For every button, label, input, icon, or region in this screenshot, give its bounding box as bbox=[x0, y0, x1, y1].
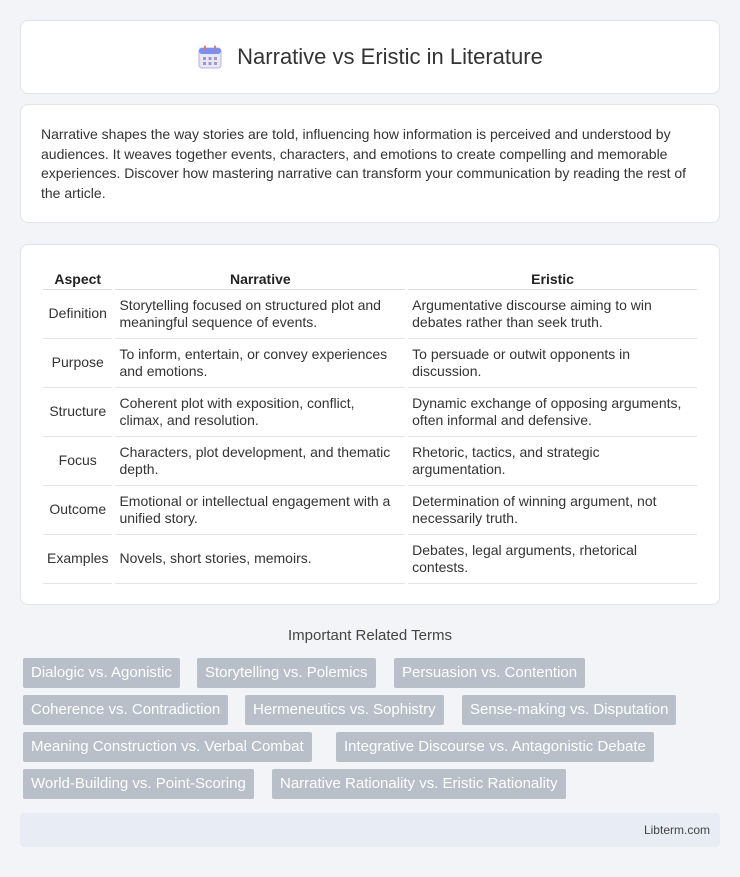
aspect-cell: Examples bbox=[43, 535, 112, 584]
calendar-icon bbox=[197, 44, 223, 70]
aspect-cell: Purpose bbox=[43, 339, 112, 388]
related-term-tag[interactable]: World-Building vs. Point-Scoring bbox=[23, 769, 254, 799]
related-terms-title: Important Related Terms bbox=[288, 627, 452, 644]
narrative-cell: Emotional or intellectual engagement with a unified story. bbox=[115, 486, 405, 535]
related-term-tag[interactable]: Dialogic vs. Agonistic bbox=[23, 658, 180, 688]
aspect-cell: Definition bbox=[43, 290, 112, 339]
header-narrative: Narrative bbox=[115, 265, 405, 290]
header-aspect: Aspect bbox=[43, 265, 112, 290]
table-row bbox=[43, 388, 697, 437]
narrative-cell: Storytelling focused on structured plot and meaningful sequence of events. bbox=[115, 290, 405, 339]
aspect-cell: Structure bbox=[43, 388, 112, 437]
comparison-table-card bbox=[20, 244, 720, 605]
eristic-cell: Debates, legal arguments, rhetorical contests. bbox=[408, 535, 697, 584]
related-term-tag[interactable]: Coherence vs. Contradiction bbox=[23, 695, 228, 725]
table-row bbox=[43, 535, 697, 584]
related-term-tag[interactable]: Storytelling vs. Polemics bbox=[197, 658, 376, 688]
aspect-cell: Focus bbox=[43, 437, 112, 486]
related-term-tag[interactable]: Sense-making vs. Disputation bbox=[462, 695, 676, 725]
table-row bbox=[43, 486, 697, 535]
narrative-cell: To inform, entertain, or convey experiences and emotions. bbox=[115, 339, 405, 388]
footer-site-link[interactable]: Libterm.com bbox=[643, 823, 710, 837]
eristic-cell: Determination of winning argument, not necessarily truth. bbox=[408, 486, 697, 535]
page-title: Narrative vs Eristic in Literature bbox=[237, 44, 543, 69]
related-term-tag[interactable]: Hermeneutics vs. Sophistry bbox=[245, 695, 444, 725]
narrative-cell: Characters, plot development, and thematic depth. bbox=[115, 437, 405, 486]
table-header-row bbox=[43, 265, 697, 290]
header-eristic: Eristic bbox=[408, 265, 697, 290]
narrative-cell: Coherent plot with exposition, conflict, climax, and resolution. bbox=[115, 388, 405, 437]
table-row bbox=[43, 437, 697, 486]
related-term-tag[interactable]: Meaning Construction vs. Verbal Combat bbox=[23, 732, 312, 762]
aspect-cell: Outcome bbox=[43, 486, 112, 535]
related-term-tag[interactable]: Persuasion vs. Contention bbox=[394, 658, 585, 688]
table-row bbox=[43, 290, 697, 339]
eristic-cell: Rhetoric, tactics, and strategic argumentation. bbox=[408, 437, 697, 486]
comparison-table bbox=[40, 265, 700, 584]
header-card bbox=[20, 20, 720, 94]
intro-card bbox=[20, 104, 720, 223]
footer bbox=[20, 813, 720, 847]
eristic-cell: Argumentative discourse aiming to win debates rather than seek truth. bbox=[408, 290, 697, 339]
eristic-cell: To persuade or outwit opponents in discussion. bbox=[408, 339, 697, 388]
table-row bbox=[43, 339, 697, 388]
related-term-tag[interactable]: Narrative Rationality vs. Eristic Rationality bbox=[272, 769, 566, 799]
eristic-cell: Dynamic exchange of opposing arguments, often informal and defensive. bbox=[408, 388, 697, 437]
intro-text: Narrative shapes the way stories are told, influencing how information is perceived and understood by audiences. It weaves together events, characters, and emotions to create compelling and memorable experiences. Discover how mastering narrative can transform your communication by reading the rest of the article. bbox=[41, 126, 687, 201]
narrative-cell: Novels, short stories, memoirs. bbox=[115, 535, 405, 584]
related-term-tag[interactable]: Integrative Discourse vs. Antagonistic Debate bbox=[336, 732, 654, 762]
